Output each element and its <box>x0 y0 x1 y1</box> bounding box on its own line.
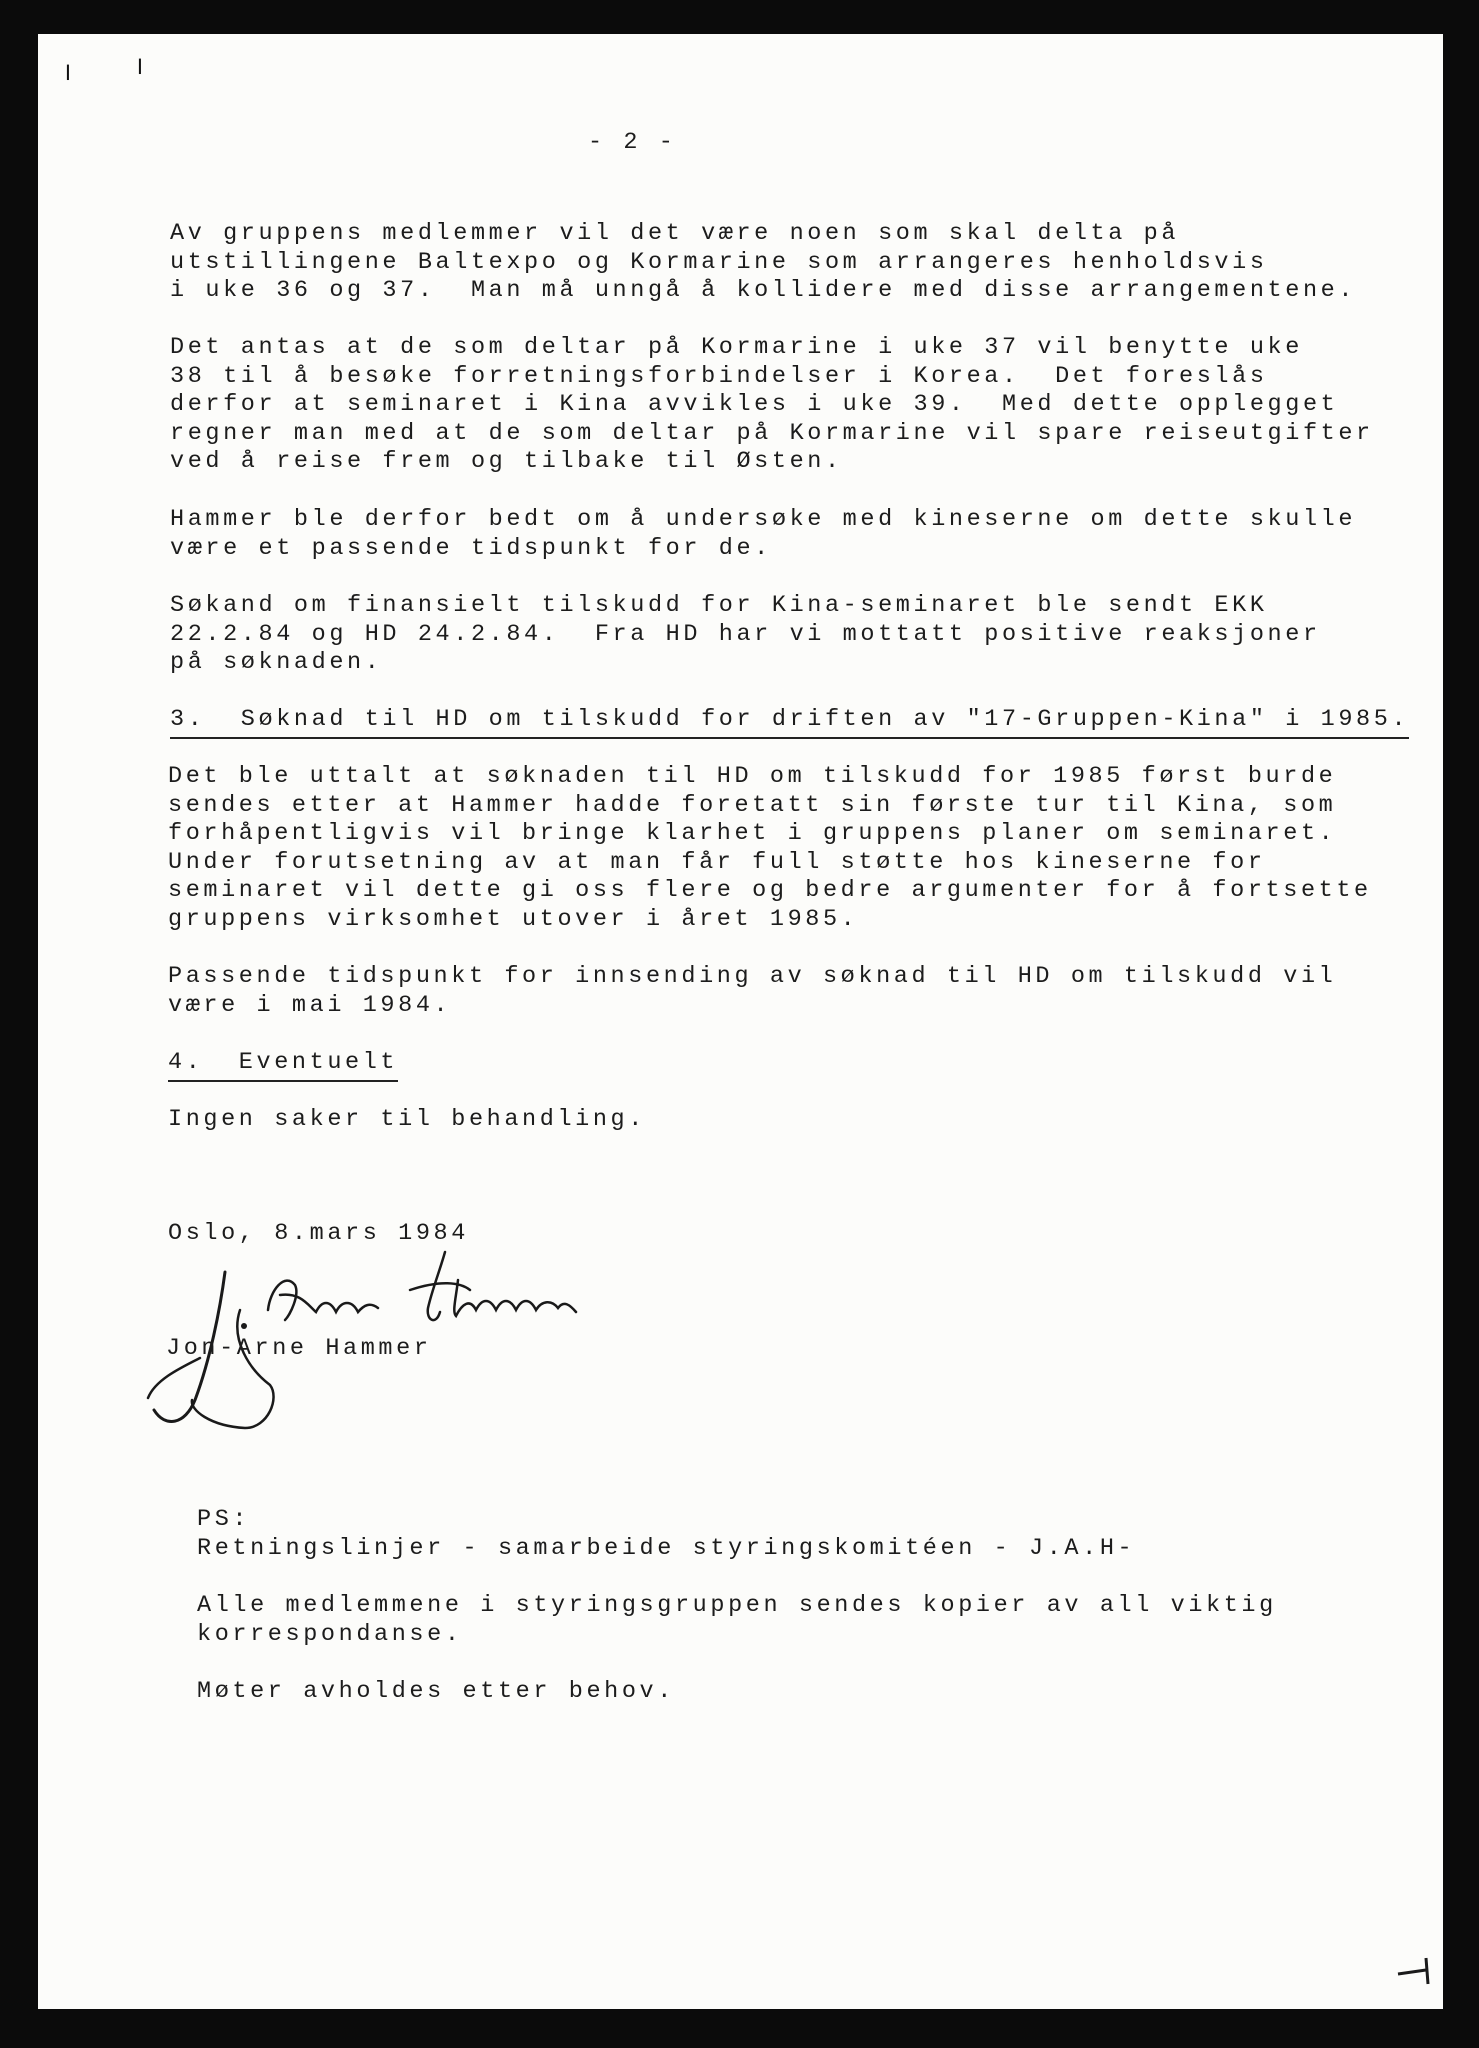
ps-paragraph-1-line-2: korrespondanse. <box>197 1620 463 1648</box>
paper-sheet <box>38 34 1443 2009</box>
paragraph-5-line-2: sendes etter at Hammer hadde foretatt sin første tur til Kina, som <box>168 791 1337 819</box>
paragraph-5-line-1: Det ble uttalt at søknaden til HD om tilskudd for 1985 først burde <box>168 763 1337 790</box>
punch-mark-right: ╵ <box>132 60 148 90</box>
paragraph-2-line-5: ved å reise frem og tilbake til Østen. <box>170 448 843 475</box>
punch-mark-left: ╵ <box>60 66 76 96</box>
paragraph-1-line-2: utstillingene Baltexpo og Kormarine som arrangeres henholdsvis <box>170 248 1268 276</box>
place-date: Oslo, 8.mars 1984 <box>168 1220 469 1247</box>
paragraph-7-line-1: Ingen saker til behandling. <box>168 1106 646 1133</box>
paragraph-4-line-2: 22.2.84 og HD 24.2.84. Fra HD har vi mottatt positive reaksjoner <box>170 620 1321 648</box>
paragraph-3-line-2: være et passende tidspunkt for de. <box>170 534 772 562</box>
paragraph-5-line-5: seminaret vil dette gi oss flere og bedre argumenter for å fortsette <box>168 877 1372 904</box>
page-number: - 2 - <box>588 129 677 156</box>
paragraph-6-line-2: være i mai 1984. <box>168 991 452 1019</box>
paragraph-2-line-2: 38 til å besøke forretningsforbindelser i Korea. Det foreslås <box>170 362 1268 390</box>
paragraph-1-line-1: Av gruppens medlemmer vil det være noen som skal delta på <box>170 220 1180 247</box>
paragraph-5-line-4: Under forutsetning av at man får full støtte hos kineserne for <box>168 848 1266 876</box>
paragraph-2-line-4: regner man med at de som deltar på Kormarine vil spare reiseutgifter <box>170 419 1374 447</box>
paragraph-2-line-1: Det antas at de som deltar på Kormarine i uke 37 vil benytte uke <box>170 334 1303 361</box>
ps-label: PS: <box>197 1506 251 1533</box>
paragraph-6-line-1: Passende tidspunkt for innsending av søknad til HD om tilskudd vil <box>168 963 1337 990</box>
signatory-name: Jon-Arne Hammer <box>166 1335 432 1362</box>
paragraph-3-line-1: Hammer ble derfor bedt om å undersøke med kineserne om dette skulle <box>170 506 1357 533</box>
ps-paragraph-1-line-1: Alle medlemmene i styringsgruppen sendes kopier av all viktig <box>197 1592 1277 1619</box>
corner-scribble-mark <box>1396 1956 1436 1986</box>
section-4-heading: 4. Eventuelt <box>168 1049 398 1082</box>
paragraph-4-line-1: Søkand om finansielt tilskudd for Kina-seminaret ble sendt EKK <box>170 592 1268 619</box>
paragraph-1-line-3: i uke 36 og 37. Man må unngå å kollidere med disse arrangementene. <box>170 277 1357 304</box>
ps-paragraph-2: Møter avholdes etter behov. <box>197 1678 675 1705</box>
paragraph-5-line-3: forhåpentligvis vil bringe klarhet i gruppens planer om seminaret. <box>168 820 1337 847</box>
paragraph-5-line-6: gruppens virksomhet utover i året 1985. <box>168 905 859 933</box>
ps-line-1: Retningslinjer - samarbeide styringskomitéen - J.A.H- <box>197 1534 1136 1562</box>
section-3-heading: 3. Søknad til HD om tilskudd for driften av "17-Gruppen-Kina" i 1985. <box>170 706 1409 739</box>
paragraph-2-line-3: derfor at seminaret i Kina avvikles i uke 39. Med dette opplegget <box>170 391 1339 418</box>
paragraph-4-line-3: på søknaden. <box>170 649 383 676</box>
